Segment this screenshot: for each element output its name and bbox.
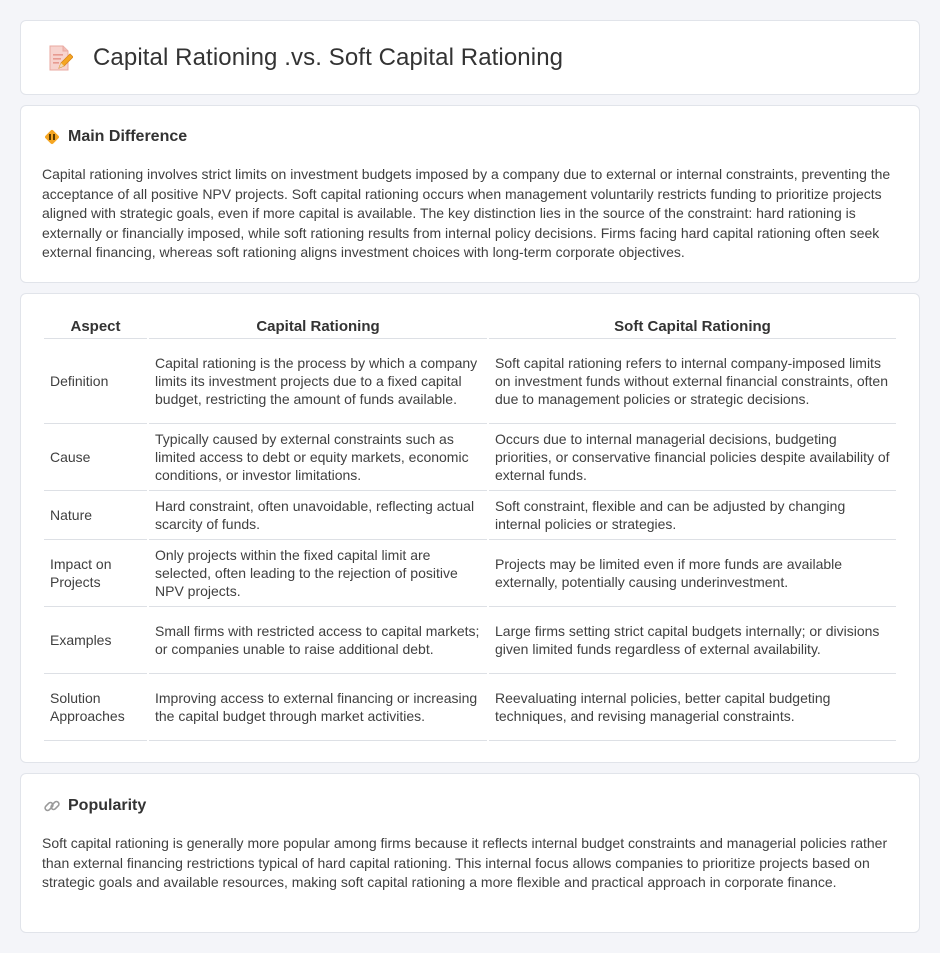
link-icon: [43, 797, 61, 815]
cell-capital: Hard constraint, often unavoidable, reflecting actual scarcity of funds.: [149, 491, 487, 540]
main-difference-text: Capital rationing involves strict limits on investment budgets imposed by a company due to external or internal constraints, preventing the acceptance of all positive NPV projects. Soft capital rationing occurs when management voluntarily restricts funding to prioritize projects aligned with strategic goals, even if more capital is available. The key distinction lies in the source of the constraint: hard rationing is externally or financially imposed, while soft rationing results from internal policy decisions. Firms facing hard capital rationing often seek external financing, whereas soft rationing aligns investment choices with long-term corporate objectives.: [42, 166, 891, 261]
table-row: [44, 674, 896, 741]
main-difference-header: [43, 128, 187, 146]
comparison-table: [42, 314, 898, 741]
cell-capital: Improving access to external financing or increasing the capital budget through market activities.: [149, 674, 487, 741]
main-difference-heading: Main Difference: [68, 128, 188, 145]
cell-aspect: Impact on Projects: [44, 540, 147, 607]
popularity-header: [43, 797, 146, 815]
cell-capital: Capital rationing is the process by which a company limits its investment projects due to a fixed capital budget, restricting the amount of funds available.: [149, 339, 487, 424]
cell-soft: Large firms setting strict capital budgets internally; or divisions given limited funds regardless of external availability.: [489, 607, 896, 674]
header-capital-rationing: Capital Rationing: [149, 314, 487, 339]
cell-aspect: Solution Approaches: [44, 674, 147, 741]
cell-soft: Occurs due to internal managerial decisions, budgeting priorities, or conservative financial policies despite availability of external funds.: [489, 424, 896, 491]
cell-aspect: Examples: [44, 607, 147, 674]
cell-soft: Soft capital rationing refers to internal company-imposed limits on investment funds without external financial constraints, often due to management policies or strategic decisions.: [489, 339, 896, 424]
document-edit-icon: [47, 44, 73, 72]
cell-capital: Small firms with restricted access to capital markets; or companies unable to raise additional debt.: [149, 607, 487, 674]
cell-soft: Soft constraint, flexible and can be adjusted by changing internal policies or strategies.: [489, 491, 896, 540]
popularity-card: [20, 773, 920, 933]
cell-aspect: Cause: [44, 424, 147, 491]
table-row: [44, 540, 896, 607]
header-soft-capital-rationing: Soft Capital Rationing: [489, 314, 896, 339]
page-title: Capital Rationing .vs. Soft Capital Rationing: [93, 44, 564, 71]
popularity-heading: Popularity: [68, 797, 147, 814]
table-row: [44, 491, 896, 540]
cell-aspect: Nature: [44, 491, 147, 540]
cell-capital: Only projects within the fixed capital limit are selected, often leading to the rejection of positive NPV projects.: [149, 540, 487, 607]
header-aspect: Aspect: [44, 314, 147, 339]
diamond-warning-icon: [43, 128, 61, 146]
cell-soft: Projects may be limited even if more funds are available externally, potentially causing underinvestment.: [489, 540, 896, 607]
cell-soft: Reevaluating internal policies, better capital budgeting techniques, and revising managerial constraints.: [489, 674, 896, 741]
table-header-row: [44, 314, 896, 339]
comparison-table-card: [20, 293, 920, 763]
main-difference-card: [20, 105, 920, 283]
cell-capital: Typically caused by external constraints such as limited access to debt or equity markets, economic conditions, or investor limitations.: [149, 424, 487, 491]
popularity-text: Soft capital rationing is generally more popular among firms because it reflects internal budget constraints and managerial policies rather than external financing restrictions typical of hard capital rationing. This internal focus allows companies to prioritize projects based on strategic goals and available resources, making soft capital rationing a more flexible and practical approach in corporate finance.: [42, 835, 888, 891]
table-row: [44, 424, 896, 491]
table-row: [44, 339, 896, 424]
table-row: [44, 607, 896, 674]
cell-aspect: Definition: [44, 339, 147, 424]
title-card: [20, 20, 920, 95]
